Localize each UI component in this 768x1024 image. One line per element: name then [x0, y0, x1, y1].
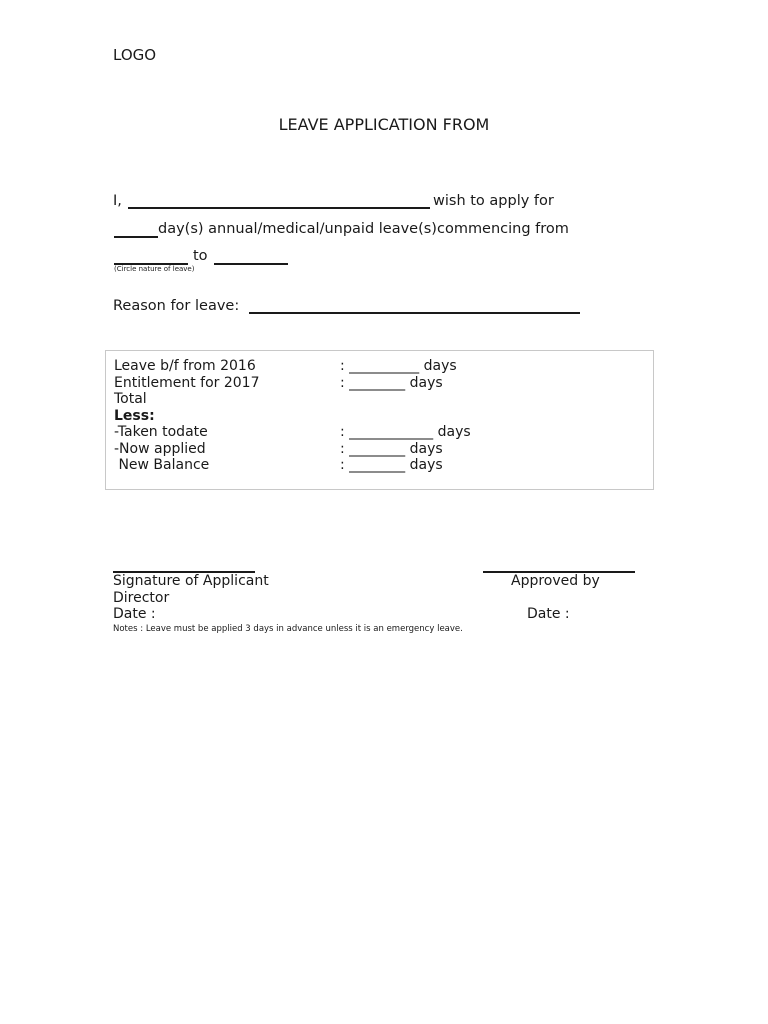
line1-suffix: wish to apply for [433, 193, 554, 209]
director-label: Director [113, 590, 170, 606]
reason-blank-line[interactable] [249, 312, 580, 314]
summary-label-less: Less: [114, 408, 155, 424]
days-blank-line[interactable] [114, 236, 158, 238]
notes-text: Notes : Leave must be applied 3 days in advance unless it is an emergency leave. [113, 624, 463, 634]
summary-value-bf: : __________ days [340, 358, 457, 374]
applicant-signature-label: Signature of Applicant [113, 573, 269, 589]
page-title: LEAVE APPLICATION FROM [278, 115, 490, 134]
summary-label-taken: -Taken todate [114, 424, 208, 440]
circle-note: (Circle nature of leave) [114, 265, 195, 273]
summary-label-entitlement: Entitlement for 2017 [114, 375, 260, 391]
leave-summary-box [105, 350, 654, 490]
approved-by-label: Approved by [511, 573, 600, 589]
summary-value-now-applied: : ________ days [340, 441, 443, 457]
summary-value-entitlement: : ________ days [340, 375, 443, 391]
summary-value-new-balance: : ________ days [340, 457, 443, 473]
summary-value-taken: : ____________ days [340, 424, 471, 440]
to-label: to [193, 248, 208, 264]
summary-label-new-balance: New Balance [114, 457, 210, 473]
logo-text: LOGO [113, 46, 157, 64]
date-right-label: Date : [527, 606, 570, 622]
line1-prefix: I, [113, 193, 122, 209]
to-date-blank-line[interactable] [214, 263, 288, 265]
summary-label-total: Total [114, 391, 147, 407]
summary-label-bf: Leave b/f from 2016 [114, 358, 256, 374]
date-left-label: Date : [113, 606, 156, 622]
summary-label-now-applied: -Now applied [114, 441, 206, 457]
reason-label: Reason for leave: [113, 298, 240, 314]
line2-text: day(s) annual/medical/unpaid leave(s)commencing from [158, 221, 569, 237]
name-blank-line[interactable] [128, 207, 430, 209]
